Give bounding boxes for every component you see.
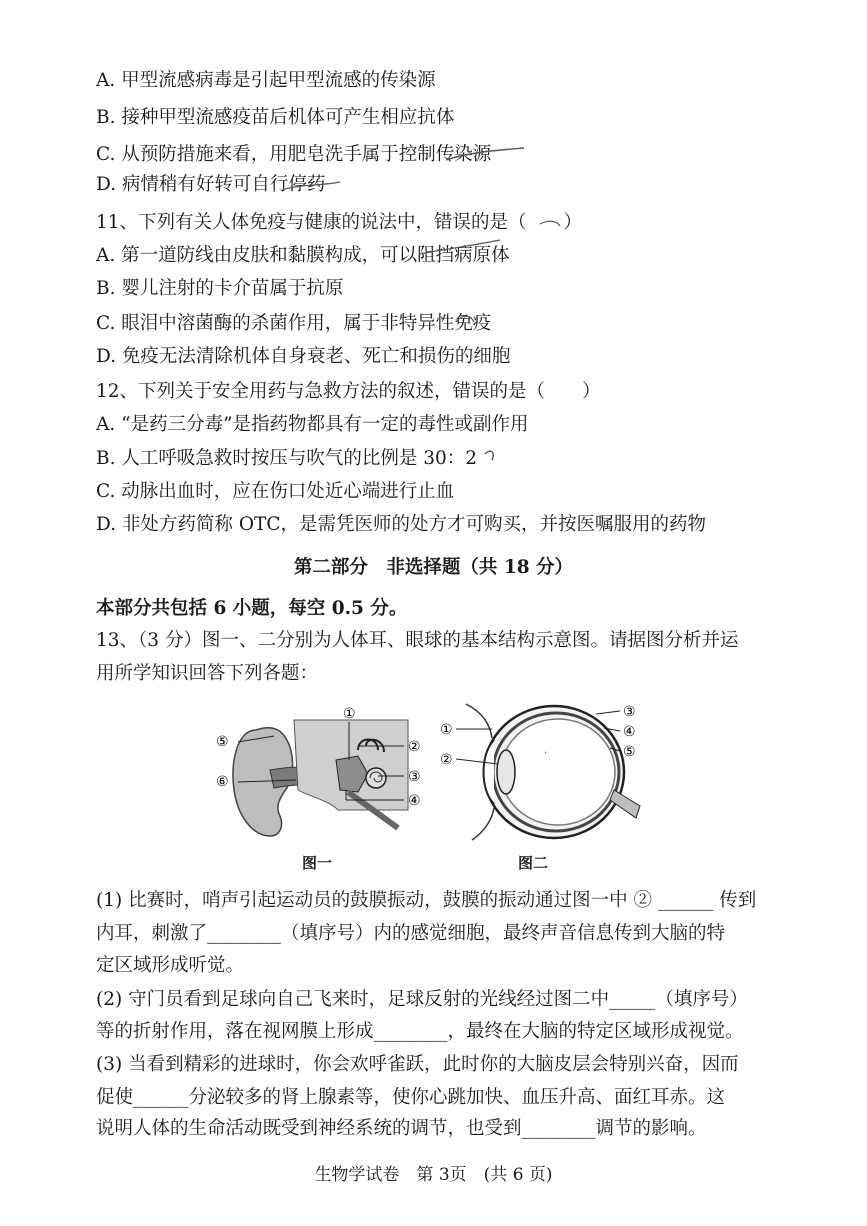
q11-option-b: B. 婴儿注射的卡介苗属于抗原 bbox=[96, 278, 344, 299]
part2-note: 本部分共包括 6 小题，每空 0.5 分。 bbox=[96, 598, 408, 619]
q11-stem: 11、下列有关人体免疫与健康的说法中，错误的是（ ） bbox=[96, 212, 583, 233]
svg-text:·: · bbox=[544, 748, 548, 759]
q13-part1-line3: 定区域形成听觉。 bbox=[96, 955, 245, 976]
fig1-label-3: ③ bbox=[408, 769, 421, 785]
q10-option-c: C. 从预防措施来看，用肥皂洗手属于控制传染源 bbox=[96, 144, 492, 165]
q13-part2-line1: (2) 守门员看到足球向自己飞来时，足球反射的光线经过图二中_____（填序号） bbox=[96, 989, 748, 1010]
q13-part1-line1: (1) 比赛时，哨声引起运动员的鼓膜振动，鼓膜的振动通过图一中 ② ______ 传到 bbox=[96, 890, 757, 911]
fig2-caption: 图二 bbox=[518, 854, 549, 872]
fig1-caption: 图一 bbox=[302, 854, 333, 872]
fig1-label-4: ④ bbox=[408, 793, 421, 809]
fig2-label-4: ④ bbox=[623, 724, 636, 740]
fig2-label-1: ① bbox=[440, 722, 453, 738]
q11-option-a: A. 第一道防线由皮肤和黏膜构成，可以阻挡病原体 bbox=[96, 245, 510, 266]
q12-stem: 12、下列关于安全用药与急救方法的叙述，错误的是（ ） bbox=[96, 381, 601, 402]
q12-option-c: C. 动脉出血时，应在伤口处近心端进行止血 bbox=[96, 481, 455, 502]
q13-stem-line1: 13、（3 分）图一、二分别为人体耳、眼球的基本结构示意图。请据图分析并运 bbox=[96, 630, 739, 651]
part2-title: 第二部分 非选择题（共 18 分） bbox=[293, 557, 574, 578]
q13-part3-line1: (3) 当看到精彩的进球时，你会欢呼雀跃，此时你的大脑皮层会特别兴奋，因而 bbox=[96, 1054, 739, 1075]
q11-option-d: D. 免疫无法清除机体自身衰老、死亡和损伤的细胞 bbox=[96, 346, 511, 367]
q13-part1-line2: 内耳，刺激了________（填序号）内的感觉细胞，最终声音信息传到大脑的特 bbox=[96, 923, 726, 944]
fig1-label-1: ① bbox=[343, 706, 356, 722]
q10-option-a: A. 甲型流感病毒是引起甲型流感的传染源 bbox=[96, 70, 436, 91]
q12-option-d: D. 非处方药简称 OTC，是需凭医师的处方才可购买，并按医嘱服用的药物 bbox=[96, 514, 706, 535]
q12-option-b: B. 人工呼吸急救时按压与吹气的比例是 30：2 bbox=[96, 448, 478, 469]
fig1-label-5: ⑤ bbox=[216, 734, 229, 750]
fig1-label-2: ② bbox=[408, 739, 421, 755]
fig2-label-3: ③ bbox=[623, 704, 636, 720]
q12-option-a: A. “是药三分毒”是指药物都具有一定的毒性或副作用 bbox=[96, 414, 529, 435]
q13-part3-line3: 说明人体的生命活动既受到神经系统的调节，也受到________调节的影响。 bbox=[96, 1118, 707, 1139]
q13-part2-line2: 等的折射作用，落在视网膜上形成________，最终在大脑的特定区域形成视觉。 bbox=[96, 1021, 744, 1042]
q10-option-d: D. 病情稍有好转可自行停药 bbox=[96, 174, 326, 195]
fig2-label-2: ② bbox=[440, 752, 453, 768]
fig2-label-5: ⑤ bbox=[623, 744, 636, 760]
q11-option-c: C. 眼泪中溶菌酶的杀菌作用，属于非特异性免疫 bbox=[96, 313, 492, 334]
q13-stem-line2: 用所学知识回答下列各题： bbox=[96, 663, 319, 684]
q13-part3-line2: 促使______分泌较多的肾上腺素等，使你心跳加快、血压升高、面红耳赤。这 bbox=[96, 1087, 726, 1108]
q10-option-b: B. 接种甲型流感疫苗后机体可产生相应抗体 bbox=[96, 107, 455, 128]
page-footer: 生物学试卷 第 3页 (共 6 页) bbox=[314, 1165, 553, 1185]
fig1-label-6: ⑥ bbox=[216, 774, 229, 790]
